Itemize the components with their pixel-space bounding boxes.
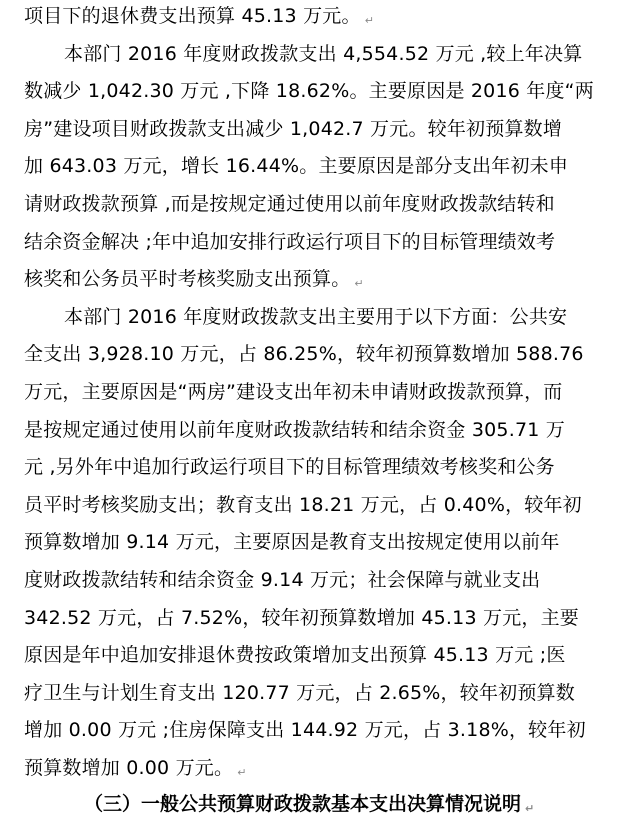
text-line: 结余资金解决 ;年中追加安排行政运行项目下的目标管理绩效考 — [24, 230, 556, 253]
text-line: 是按规定通过使用以前年度财政拨款结转和结余资金 305.71 万 — [24, 418, 565, 441]
text-line: 项目下的退休费支出预算 45.13 万元。 ↵ — [24, 5, 375, 27]
paragraph-mark-icon: ↵ — [525, 801, 535, 815]
text-line: 元 ,另外年中追加行政运行项目下的目标管理绩效考核奖和公务 — [24, 456, 555, 479]
text-line: 数减少 1,042.30 万元 ,下降 18.62%。主要原因是 2016 年度“两 — [24, 80, 594, 103]
text-line: 增加 0.00 万元 ;住房保障支出 144.92 万元，占 3.18%，较年初 — [24, 719, 586, 742]
text-line: 房”建设项目财政拨款支出减少 1,042.7 万元。较年初预算数增 — [24, 117, 563, 140]
section-heading — [84, 784, 534, 824]
text-line: 请财政拨款预算 ,而是按规定通过使用以前年度财政拨款结转和 — [24, 193, 555, 215]
text-line: 度财政拨款结转和结余资金 9.14 万元；社会保障与就业支出 — [24, 569, 541, 591]
text-line: 本部门 2016 年度财政拨款支出 4,554.52 万元 ,较上年决算 — [64, 42, 583, 65]
text-line: 本部门 2016 年度财政拨款支出主要用于以下方面：公共安 — [64, 305, 568, 328]
text-line: 原因是年中追加安排退休费按政策增加支出预算 45.13 万元 ;医 — [24, 644, 566, 667]
text-line: 核奖和公务员平时考核奖励支出预算。 ↵ — [24, 268, 364, 291]
paragraph-mark-icon: ↵ — [354, 277, 364, 291]
text-line: 加 643.03 万元，增长 16.44%。主要原因是部分支出年初未申 — [24, 155, 569, 178]
text-line: 员平时考核奖励支出；教育支出 18.21 万元，占 0.40%，较年初 — [24, 493, 582, 516]
text-line: 全支出 3,928.10 万元，占 86.25%，较年初预算数增加 588.76 — [24, 343, 584, 366]
paragraph-mark-icon: ↵ — [237, 766, 247, 779]
text-line: 预算数增加 0.00 万元。 ↵ — [24, 757, 247, 779]
text-line: 万元，主要原因是“两房”建设支出年初未申请财政拨款预算，而 — [24, 381, 563, 403]
paragraph-mark-icon: ↵ — [364, 14, 375, 27]
text-line: 预算数增加 9.14 万元，主要原因是教育支出按规定使用以前年 — [24, 531, 560, 554]
text-line: 342.52 万元，占 7.52%，较年初预算数增加 45.13 万元，主要 — [24, 606, 579, 629]
text-line: 疗卫生与计划生育支出 120.77 万元，占 2.65%，较年初预算数 — [24, 681, 575, 704]
section-heading-text: （三）一般公共预算财政拨款基本支出决算情况说明 — [84, 792, 522, 815]
